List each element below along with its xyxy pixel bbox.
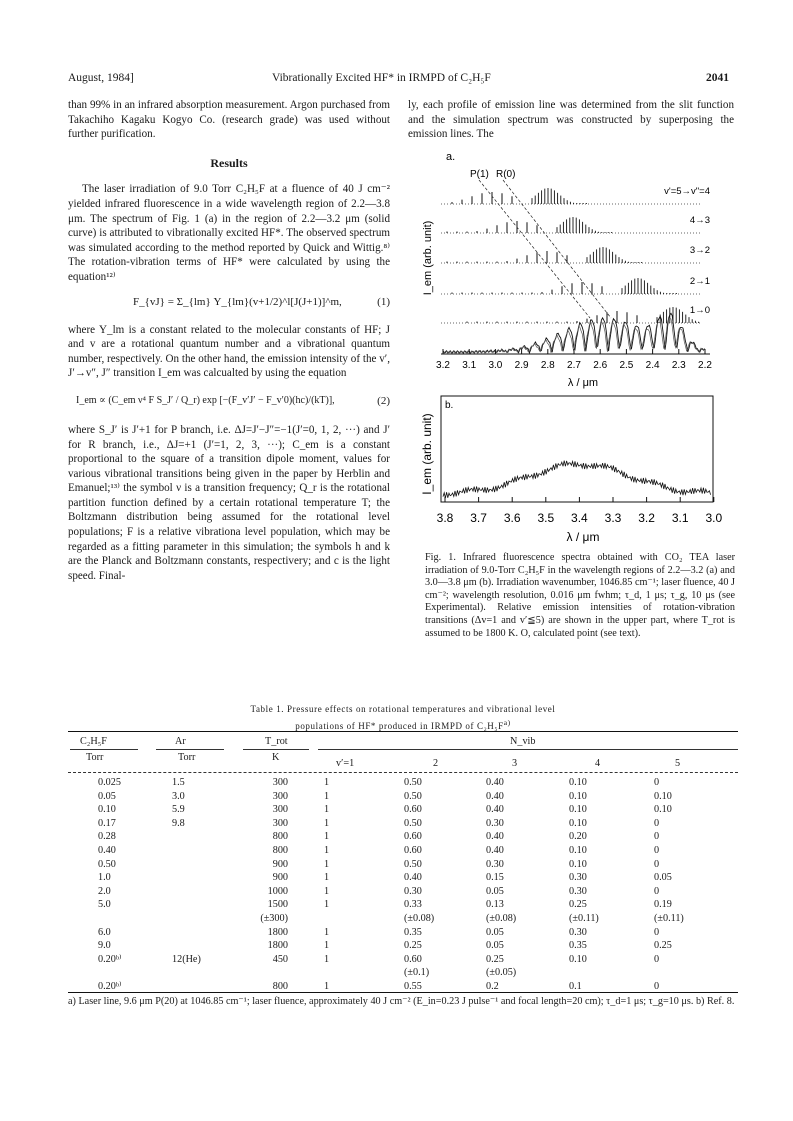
table-cell: 0.10 — [569, 790, 587, 802]
table-cell: 1000 — [267, 885, 288, 897]
table-cell: (±0.05) — [486, 967, 517, 979]
results-paragraph-1: The laser irradiation of 9.0 Torr C₂H₅F at a fluence of 40 J cm⁻² yielded infrared fluorescence in a wide wavelength region of 2.2—3.8 μm. The spectrum of Fig. 1 (a) in the region of 2.2—3.2 μm (solid curve) is attributed to vibrationally excited HF*. The observed spectrum was simulated according to the method reported by Quick and Wittig.⁸⁾ The rotation-vibration terms of HF* were calculated by using the equation¹²⁾ — [68, 183, 390, 283]
table-cell: 2.0 — [98, 885, 111, 897]
table-cell: 0.50 — [404, 858, 422, 870]
table-cell: 0.10 — [654, 790, 672, 802]
table-cell: 300 — [272, 804, 288, 816]
equation-1-text: F_{vJ} = Σ_{lm} Y_{lm}(v+1/2)^l[J(J+1)]^m, — [133, 295, 342, 308]
table-row — [68, 966, 738, 980]
vib-level-1: v′=1 — [336, 758, 355, 769]
table-cell: 1.0 — [98, 872, 111, 884]
table-cell: 0.30 — [486, 817, 504, 829]
table-header-rule — [68, 772, 738, 773]
table-cell: 0.30 — [569, 872, 587, 884]
equation-1 — [68, 289, 390, 319]
table-cell: 0.15 — [486, 872, 504, 884]
table-row — [68, 803, 738, 817]
table-cell: 0.025 — [98, 777, 121, 788]
table-cell: 0.05 — [486, 940, 504, 952]
r0-label: R(0) — [496, 169, 516, 180]
table-cell: 0.35 — [569, 940, 587, 952]
table-cell: 0.50 — [404, 777, 422, 788]
equation-1-number: (1) — [377, 295, 390, 308]
table-cell — [138, 844, 216, 858]
table-cell — [634, 966, 738, 980]
table-cell: 1.5 — [172, 777, 185, 788]
table-cell: (±300) — [260, 912, 288, 924]
table-cell — [138, 858, 216, 872]
running-header-date: August, 1984] — [68, 72, 134, 84]
unit-k: K — [272, 752, 280, 763]
table-row — [68, 953, 738, 967]
table-row — [68, 844, 738, 858]
table-cell: 1 — [324, 777, 330, 788]
vib-level-2: 2 — [433, 758, 439, 769]
table-cell: 0.25 — [404, 940, 422, 952]
table-cell: 450 — [272, 953, 288, 965]
table-cell: 0 — [654, 831, 660, 843]
table-title — [68, 703, 738, 733]
tick-label-a: 2.2 — [698, 360, 712, 371]
table-cell — [68, 966, 138, 980]
table-cell: 9.8 — [172, 817, 185, 829]
table-title-line-2-text: populations of HF* produced in IRMPD of C₂H₅F — [295, 721, 504, 731]
table-cell — [138, 885, 216, 899]
band-label: 3→2 — [689, 245, 710, 256]
table-title-footnote-mark: a) — [503, 718, 511, 727]
table-cell: 300 — [272, 817, 288, 829]
table-cell: 900 — [272, 858, 288, 870]
table-cell: 1 — [324, 831, 330, 843]
panel-a-label: a. — [446, 151, 456, 163]
table-cell: 5.0 — [98, 899, 111, 911]
panel-b-frame — [441, 396, 713, 502]
figure-panel-a — [422, 151, 712, 389]
table-row — [68, 898, 738, 912]
results-paragraph-3: where S_J′ is J′+1 for P branch, i.e. ΔJ=J′−J″=−1(J′=0, 1, 2, ···) and J′ for R branch, i.e., ΔJ=+1 (J′=1, 2, 3, ···); C_em is a constant proportional to the square of a transition dipole moment, values for various vibrational transitions being given in the paper by Herblin and Emanuel;¹³⁾ the symbol ν is a transition frequency; Q_r is the rotational partition function defined by a certain rotational temperature T; the Boltzmann distribution being assumed for the rotational level populations; F is a relative vibrationa level population, which may be regarded as a fitting parameter in this simulation; the symbols h and k are the Planck and Boltzmann constants, respectivery; and c is the light speed. Final- — [68, 423, 390, 582]
table-cell: 0.25 — [486, 953, 504, 965]
table-row — [68, 858, 738, 872]
table-row — [68, 912, 738, 926]
table-cell: 0 — [654, 777, 660, 788]
table-cell: 0.17 — [98, 817, 116, 829]
band-label: 4→3 — [689, 215, 710, 226]
tick-label-a: 2.4 — [645, 360, 660, 371]
table-row — [68, 776, 738, 790]
band-label: v'=5→v"=4 — [664, 186, 710, 197]
table-cell: 1 — [324, 858, 330, 870]
table-row — [68, 790, 738, 804]
table-cell — [138, 939, 216, 953]
table-cell: (±0.11) — [569, 912, 599, 924]
table-cell — [304, 912, 384, 926]
table-cell: 0.40 — [486, 777, 504, 788]
table-row — [68, 926, 738, 940]
table-cell: 0 — [654, 885, 660, 897]
table-row — [68, 830, 738, 844]
table-cell: (±0.1) — [404, 967, 430, 979]
header-underline-1 — [70, 749, 138, 750]
tick-label-b: 3.4 — [571, 511, 588, 525]
table-cell: 1 — [324, 899, 330, 911]
tick-label-a: 2.9 — [514, 360, 529, 371]
spectrum-a-observed — [443, 313, 705, 353]
col-header-nvib: N_vib — [510, 736, 536, 747]
table-cell: 0.35 — [404, 926, 422, 938]
table-cell: 0.28 — [98, 831, 116, 843]
p1-guide-line — [479, 180, 590, 318]
table-row — [68, 871, 738, 885]
table-cell — [138, 980, 216, 994]
table-cell: (±0.11) — [654, 912, 684, 924]
table-cell: 900 — [272, 872, 288, 884]
table-title-line-1: Table 1. Pressure effects on rotational temperatures and vibrational level — [250, 704, 556, 714]
table-cell: 1 — [324, 940, 330, 952]
table-cell: 1 — [324, 804, 330, 816]
axis-b-xlabel: λ / μm — [566, 530, 600, 544]
spectrum-b — [443, 461, 711, 499]
table-cell: 300 — [272, 790, 288, 802]
figure-1 — [405, 146, 740, 546]
table-cell: 0.30 — [569, 926, 587, 938]
tick-label-a: 2.3 — [671, 360, 686, 371]
table-cell — [549, 966, 634, 980]
table-cell: 0.19 — [654, 899, 672, 911]
table-cell: (±0.08) — [404, 912, 435, 924]
tick-label-a: 3.0 — [488, 360, 503, 371]
table-cell: 0.10 — [654, 804, 672, 816]
table-cell: 0 — [654, 926, 660, 938]
p1-label: P(1) — [470, 169, 489, 180]
table-cell: 800 — [272, 831, 288, 843]
page-number: 2041 — [706, 72, 729, 84]
table-cell: 0.60 — [404, 844, 422, 856]
table-cell: 0.50 — [404, 817, 422, 829]
table-cell: 0.40 — [404, 872, 422, 884]
unit-torr-1: Torr — [86, 752, 104, 763]
table-cell: 0 — [654, 980, 660, 992]
header-underline-3 — [243, 749, 309, 750]
equation-2 — [68, 385, 390, 419]
header-underline-4 — [318, 749, 738, 750]
section-heading: Results — [210, 155, 248, 170]
table-cell: 1 — [324, 926, 330, 938]
table-cell: 1500 — [267, 899, 288, 911]
table-cell: 0.10 — [569, 953, 587, 965]
table-cell: 0.10 — [569, 777, 587, 788]
equation-2-text: I_em ∝ (C_em ν⁴ F S_J′ / Q_r) exp [−(F_v′J′ − F_v′0)(hc)/(kT)], — [76, 394, 335, 406]
table-cell — [304, 966, 384, 980]
table-cell: 0.10 — [569, 844, 587, 856]
table-cell: 0.10 — [569, 804, 587, 816]
table-body — [68, 776, 738, 994]
header-underline-2 — [156, 749, 224, 750]
tick-label-a: 2.7 — [567, 360, 581, 371]
table-cell: 5.9 — [172, 804, 185, 816]
table-cell: 1 — [324, 953, 330, 965]
table-cell: 1800 — [267, 940, 288, 952]
table-cell: 0.25 — [654, 940, 672, 952]
table-cell: 1 — [324, 790, 330, 802]
vib-level-4: 4 — [595, 758, 601, 769]
figure-caption: Fig. 1. Infrared fluorescence spectra obtained with CO₂ TEA laser irradiation of 9.0-Torr C₂H₅F in the wavelength regions of 2.2—3.2 (a) and 3.0—3.8 μm (b). Irradiation wavenumber, 1046.85 cm⁻¹; laser fluence, 40 J cm⁻²; wavelength resolution, 0.016 μm fwhm; τ_d, 1 μs; τ_g, 10 μs (see Experimental). Relative emission intensities of rotation-vibration transitions (Δv=1 and v′≦5) are shown in the upper part, where T_rot is assumed to be 1800 K. O, calculated point (see text). — [425, 552, 735, 639]
table-cell: 300 — [272, 777, 288, 788]
tick-label-a: 2.6 — [593, 360, 608, 371]
table-cell — [138, 830, 216, 844]
tick-label-a: 3.1 — [462, 360, 477, 371]
axis-a-ylabel: I_em (arb. unit) — [422, 220, 434, 296]
table-cell: 0.20 — [569, 831, 587, 843]
table-header — [68, 734, 738, 772]
table-cell: 0.60 — [404, 953, 422, 965]
table-cell: 0.30 — [404, 885, 422, 897]
band-labels — [441, 186, 710, 323]
table-cell: 6.0 — [98, 926, 111, 938]
equation-2-number: (2) — [377, 394, 390, 407]
table-cell: 800 — [272, 844, 288, 856]
table-cell: 0.05 — [486, 926, 504, 938]
table-cell: 0.25 — [569, 899, 587, 911]
table-cell: 1 — [324, 844, 330, 856]
table-cell: 3.0 — [172, 790, 185, 802]
tick-label-b: 3.7 — [470, 511, 487, 525]
table-cell — [138, 898, 216, 912]
tick-label-b: 3.1 — [671, 511, 689, 525]
table-cell: 0.50 — [98, 858, 116, 870]
table-cell: 0.1 — [569, 980, 582, 992]
table-footnote: a) Laser line, 9.6 μm P(20) at 1046.85 cm⁻¹; laser fluence, approximately 40 J cm⁻² (E_in=0.23 J pulse⁻¹ and focal length=20 cm); τ_d=1 μs; τ_g=10 μs. b) Ref. 8. — [68, 996, 735, 1007]
table-cell: 1 — [324, 872, 330, 884]
table-cell: 1800 — [267, 926, 288, 938]
table-cell: 1 — [324, 817, 330, 829]
table-cell: 0.33 — [404, 899, 422, 911]
stick-spectra — [447, 188, 699, 323]
table-cell — [138, 871, 216, 885]
table-row — [68, 980, 738, 994]
tick-label-b: 3.5 — [537, 511, 555, 525]
table-cell: 0.60 — [404, 831, 422, 843]
table-cell: 12(He) — [172, 953, 201, 965]
table-cell — [138, 912, 216, 926]
r0-guide-line — [503, 180, 611, 318]
band-label: 2→1 — [689, 276, 710, 287]
table-cell: 800 — [272, 980, 288, 992]
left-column — [68, 98, 390, 586]
table-cell: 0.30 — [569, 885, 587, 897]
table-cell: 0 — [654, 858, 660, 870]
table-cell: (±0.08) — [486, 912, 517, 924]
tick-label-b: 3.0 — [705, 511, 723, 525]
tick-label-b: 3.3 — [604, 511, 622, 525]
table-cell: 1 — [324, 980, 330, 992]
tick-label-a: 3.2 — [436, 360, 450, 371]
table-cell — [138, 966, 216, 980]
table-cell — [138, 926, 216, 940]
table-cell: 0.40 — [486, 844, 504, 856]
table-cell: 0.30 — [486, 858, 504, 870]
table-cell: 0.2 — [486, 980, 499, 992]
figure-panel-b — [420, 396, 722, 544]
table-cell: 0.10 — [98, 804, 116, 816]
tick-label-a: 2.8 — [540, 360, 555, 371]
table-cell: 0.13 — [486, 899, 504, 911]
table-cell: 0.10 — [569, 817, 587, 829]
tick-label-b: 3.2 — [638, 511, 655, 525]
axis-b-ylabel: I_em (arb. unit) — [420, 413, 434, 495]
table-cell: 0.40 — [486, 831, 504, 843]
tick-label-b: 3.8 — [436, 511, 454, 525]
table-cell: 0.40 — [486, 790, 504, 802]
table-cell: 0.05 — [654, 872, 672, 884]
table-cell: 0.05 — [98, 790, 116, 802]
panel-b-label: b. — [445, 400, 454, 411]
table-cell: 0.40 — [98, 844, 116, 856]
tick-label-a: 2.5 — [619, 360, 634, 371]
table-cell: 1 — [324, 885, 330, 897]
vib-level-3: 3 — [512, 758, 518, 769]
table-cell — [68, 912, 138, 926]
tick-label-b: 3.6 — [503, 511, 521, 525]
intro-paragraph: than 99% in an infrared absorption measurement. Argon purchased from Takachiho Kagaku Kogyo Co. (research grade) was used without further purification. — [68, 99, 390, 141]
band-label: 1→0 — [689, 305, 710, 316]
unit-torr-2: Torr — [178, 752, 196, 763]
table-cell: 9.0 — [98, 940, 111, 952]
col-header-ar: Ar — [175, 736, 186, 747]
table-cell: 0.40 — [486, 804, 504, 816]
right-column-paragraph: ly, each profile of emission line was determined from the slit function and the simulation spectrum was constructed by superposing the emission lines. The — [408, 99, 734, 141]
table-row — [68, 885, 738, 899]
table-cell: 0 — [654, 844, 660, 856]
table-row — [68, 817, 738, 831]
table-cell: 0 — [654, 817, 660, 829]
table-row — [68, 939, 738, 953]
table-top-rule — [68, 731, 738, 732]
axis-a-xlabel: λ / μm — [567, 377, 599, 389]
table-cell: 0.05 — [486, 885, 504, 897]
table-cell: 0.10 — [569, 858, 587, 870]
table-cell: 0 — [654, 953, 660, 965]
running-header-title: Vibrationally Excited HF* in IRMPD of C₂H₅F — [272, 72, 491, 84]
vib-level-5: 5 — [675, 758, 681, 769]
results-paragraph-2: where Y_lm is a constant related to the molecular constants of HF; J and v are a rotational quantum number and a vibrational quantum number, respectively. On the other hand, the emission intensity of the v′, J′→v″, J″ transition I_em was calcualted by using the equation — [68, 323, 390, 380]
table-cell: 0.60 — [404, 804, 422, 816]
table-cell: 0.20ᵇ⁾ — [98, 953, 122, 965]
col-header-trot: T_rot — [265, 736, 288, 747]
col-header-c2h5f: C₂H₅F — [80, 736, 107, 747]
table-cell — [216, 966, 304, 980]
table-cell: 0.50 — [404, 790, 422, 802]
table-cell: 0.20ᵇ⁾ — [98, 980, 122, 992]
table-cell: 0.55 — [404, 980, 422, 992]
axis-b-ticks — [437, 497, 723, 525]
